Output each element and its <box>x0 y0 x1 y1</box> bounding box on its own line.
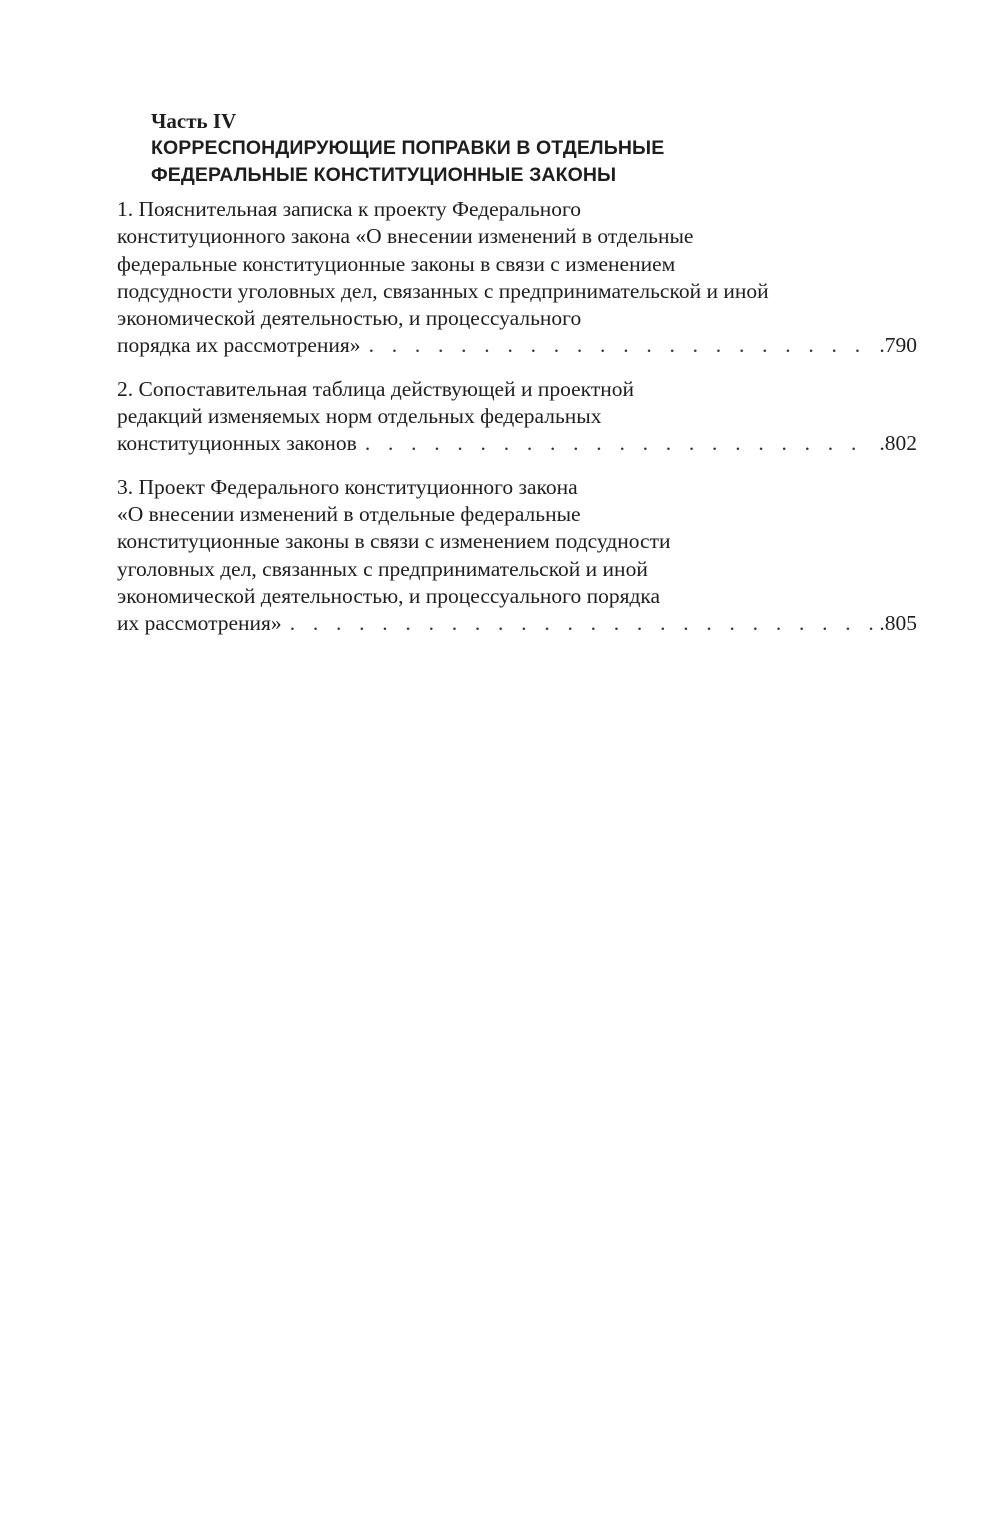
toc-entry-text-line: подсудности уголовных дел, связанных с предпринимательской и иной <box>117 278 769 303</box>
toc-entry-last-line <box>117 610 917 637</box>
toc-entry-text-line: их рассмотрения» <box>117 611 282 636</box>
toc-entry-2[interactable] <box>117 376 917 458</box>
toc-entry-text-line: «О внесении изменений в отдельные федеральные <box>117 501 581 526</box>
toc-entry-text-line: 1. Пояснительная записка к проекту Федерального <box>117 197 582 221</box>
toc-entry-last-line <box>117 332 917 359</box>
dot-leader <box>290 610 876 637</box>
toc-entry-text-line: порядка их рассмотрения» <box>117 333 361 358</box>
toc-entry-3[interactable] <box>117 474 917 638</box>
table-of-contents <box>117 196 917 653</box>
toc-entry-text-line: федеральные конституционные законы в связи с изменением <box>117 251 676 276</box>
part-heading <box>151 108 871 189</box>
toc-entry-text-line: конституционного закона «О внесении изменений в отдельные <box>117 224 694 249</box>
toc-page-number[interactable]: .790 <box>879 333 917 358</box>
part-title-line: ФЕДЕРАЛЬНЫЕ КОНСТИТУЦИОННЫЕ ЗАКОНЫ <box>151 164 617 186</box>
dot-leader <box>365 430 876 457</box>
toc-entry-text-line: конституционные законы в связи с изменением подсудности <box>117 529 671 554</box>
toc-entry-text-line: конституционных законов <box>117 431 357 456</box>
toc-entry-text-line: уголовных дел, связанных с предпринимательской и иной <box>117 556 648 581</box>
part-label: Часть IV <box>151 109 237 133</box>
toc-entry-text-line: 2. Сопоставительная таблица действующей и проектной <box>117 376 634 401</box>
toc-page-number[interactable]: .805 <box>879 611 917 636</box>
toc-entry-1[interactable] <box>117 196 917 360</box>
toc-entry-text-line: экономической деятельностью, и процессуального <box>117 306 582 331</box>
toc-page-number[interactable]: .802 <box>879 431 917 456</box>
toc-entry-text-line: 3. Проект Федерального конституционного закона <box>117 474 578 499</box>
dot-leader <box>369 332 876 359</box>
toc-entry-text-line: редакций изменяемых норм отдельных федеральных <box>117 404 602 429</box>
toc-entry-text-line: экономической деятельностью, и процессуального порядка <box>117 583 661 608</box>
toc-entry-last-line <box>117 430 917 457</box>
part-title-line: КОРРЕСПОНДИРУЮЩИЕ ПОПРАВКИ В ОТДЕЛЬНЫЕ <box>151 137 665 159</box>
